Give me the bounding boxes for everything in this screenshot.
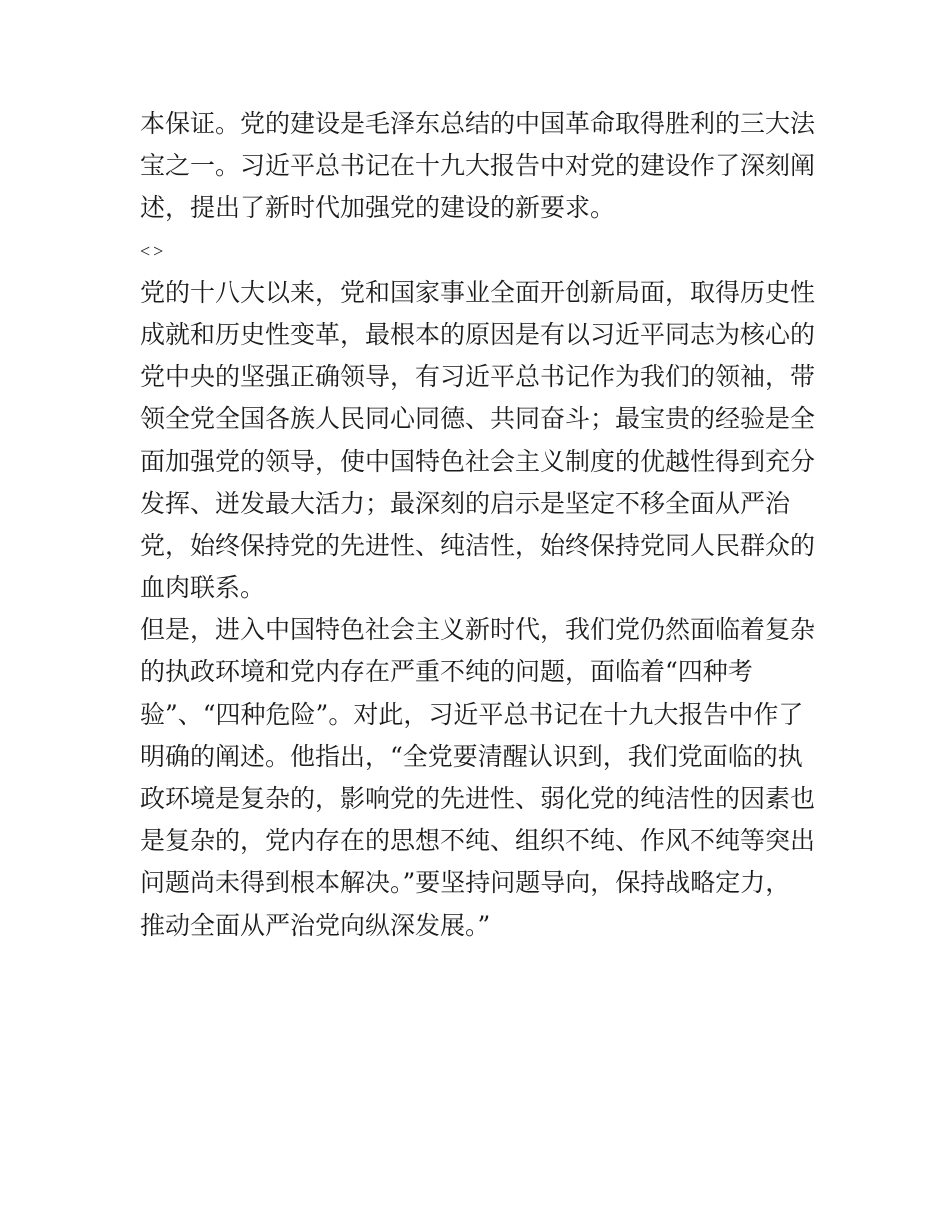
- text-line: 党的十八大以来，党和国家事业全面开创新局面，取得历史性: [140, 277, 816, 307]
- text-line: 问题尚未得到根本解决。”要坚持问题导向，保持战略定力，: [140, 868, 791, 898]
- text-line: 党中央的坚强正确领导，有习近平总书记作为我们的领袖，带: [140, 362, 816, 392]
- text-line: 本保证。党的建设是毛泽东总结的中国革命取得胜利的三大法: [140, 109, 816, 138]
- text-line: 血肉联系。: [140, 573, 266, 603]
- text-line: 是复杂的，党内存在的思想不纯、组织不纯、作风不纯等突出: [140, 826, 816, 856]
- text-line: 明确的阐述。他指出，“全党要清醒认识到，我们党面临的执: [140, 741, 803, 771]
- section-marker: <>: [140, 240, 167, 261]
- text-line: 的执政环境和党内存在严重不纯的问题，面临着“四种考: [140, 657, 753, 687]
- text-line: 党，始终保持党的先进性、纯洁性，始终保持党同人民群众的: [140, 530, 816, 560]
- text-line: 验”、“四种危险”。对此，习近平总书记在十九大报告中作了: [140, 699, 804, 729]
- text-line: 面加强党的领导，使中国特色社会主义制度的优越性得到充分: [140, 446, 816, 476]
- text-line: 推动全面从严治党向纵深发展。”: [140, 910, 491, 940]
- text-line: 但是，进入中国特色社会主义新时代，我们党仍然面临着复杂: [140, 615, 816, 645]
- text-line: 政环境是复杂的，影响党的先进性、弱化党的纯洁性的因素也: [140, 784, 816, 813]
- paragraph-1: [140, 103, 830, 230]
- text-line: 述，提出了新时代加强党的建设的新要求。: [140, 193, 616, 223]
- text-line: 成就和历史性变革，最根本的原因是有以习近平同志为核心的: [140, 319, 816, 349]
- text-line: 领全党全国各族人民同心同德、共同奋斗；最宝贵的经验是全: [140, 404, 816, 434]
- paragraph-3: [140, 609, 830, 947]
- text-line: 宝之一。习近平总书记在十九大报告中对党的建设作了深刻阐: [140, 151, 816, 181]
- document-body: [140, 103, 830, 947]
- text-line: 发挥、迸发最大活力；最深刻的启示是坚定不移全面从严治: [140, 488, 791, 518]
- paragraph-2: [140, 272, 830, 610]
